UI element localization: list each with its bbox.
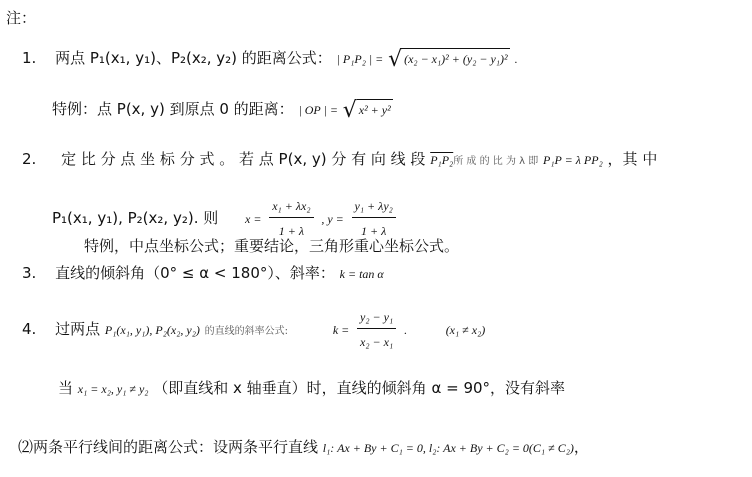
item-5-text: ⑵两条平行线间的距离公式：设两条平行直线 [18,438,319,456]
note-4 [58,378,565,399]
item-2-number: 2. [22,150,37,168]
origin-distance-lhs: | OP | = [298,103,338,117]
item-5-tail: ， [573,438,589,456]
item-4 [22,307,485,347]
parallel-lines-formula: l₁: Ax + By + C₁ = 0, l₂: Ax + By + C₂ = 0(C₁ ≠ C₂) [322,441,574,455]
y-denominator: 1 + λ [361,224,387,238]
item-1-end: . [514,52,518,66]
item-3-text: 直线的倾斜角（0° ≤ α < 180°）、斜率： [55,264,335,282]
slope-formula: k = tan α [339,267,384,281]
points-text: P₁(x₁, y₁), P₂(x₂, y₂). 则 [52,209,219,227]
item-2-text: 定 比 分 点 坐 标 分 式 。 若 点 P(x, y) 分 有 向 线 段 [61,150,426,168]
item-2-tail: ，其 中 [607,150,658,168]
x-lhs: x = [245,212,262,226]
note-4-text: （即直线和 x 轴垂直）时，直线的倾斜角 α = 90°，没有斜率 [153,379,566,397]
x-fraction [269,196,313,241]
ratio-text: 所 成 的 比 为 λ 即 [453,156,539,167]
item-4-number: 4. [22,320,37,338]
slope-denominator: x₂ − x₁ [360,335,394,349]
y-numerator: y₁ + λy₂ [352,196,396,218]
x-numerator: x₁ + λx₂ [269,196,313,218]
distance-lhs: | P₁P₂ | = [336,52,384,66]
y-lhs: , y = [321,212,344,226]
item-4-tail: 的直线的斜率公式: [204,326,289,337]
item-1-number: 1. [22,49,37,67]
x-denominator: 1 + λ [278,224,305,238]
special-1-text: 特例：点 P(x, y) 到原点 0 的距离： [52,100,294,118]
item-3-number: 3. [22,264,37,282]
slope-fraction [357,307,396,352]
note-4-pre: 当 [58,379,74,397]
vector-equation: P₁P = λ PP₂ [543,153,603,167]
item-1 [22,48,517,70]
item-1-text: 两点 P₁(x₁, y₁)、P₂(x₂, y₂) 的距离公式： [55,49,332,67]
special-2: 特例，中点坐标公式；重要结论，三角形重心坐标公式。 [84,237,460,255]
two-points: P₁(x₁, y₁), P₂(x₂, y₂) [104,323,200,337]
directed-segment: P₁P₂ [430,153,454,167]
section-formula [52,196,399,236]
y-fraction [352,196,396,241]
item-3 [22,263,384,284]
item-4-text: 过两点 [55,320,101,338]
sqrt-symbol: √ [388,47,403,72]
sqrt-symbol: √ [342,98,357,123]
vertical-condition: x₁ = x₂, y₁ ≠ y₂ [77,382,149,396]
slope-condition: (x₁ ≠ x₂) [445,323,486,337]
distance-radicand: (x₂ − x₁)² + (y₂ − y₁)² [402,48,509,69]
item-5 [18,437,589,458]
special-1 [52,99,393,121]
item-4-period: . [403,323,407,337]
item-2 [22,149,657,172]
note-heading: 注： [6,9,37,27]
origin-distance-radicand: x² + y² [357,99,393,120]
slope-numerator: y₂ − y₁ [357,307,396,329]
k-lhs: k = [332,323,350,337]
